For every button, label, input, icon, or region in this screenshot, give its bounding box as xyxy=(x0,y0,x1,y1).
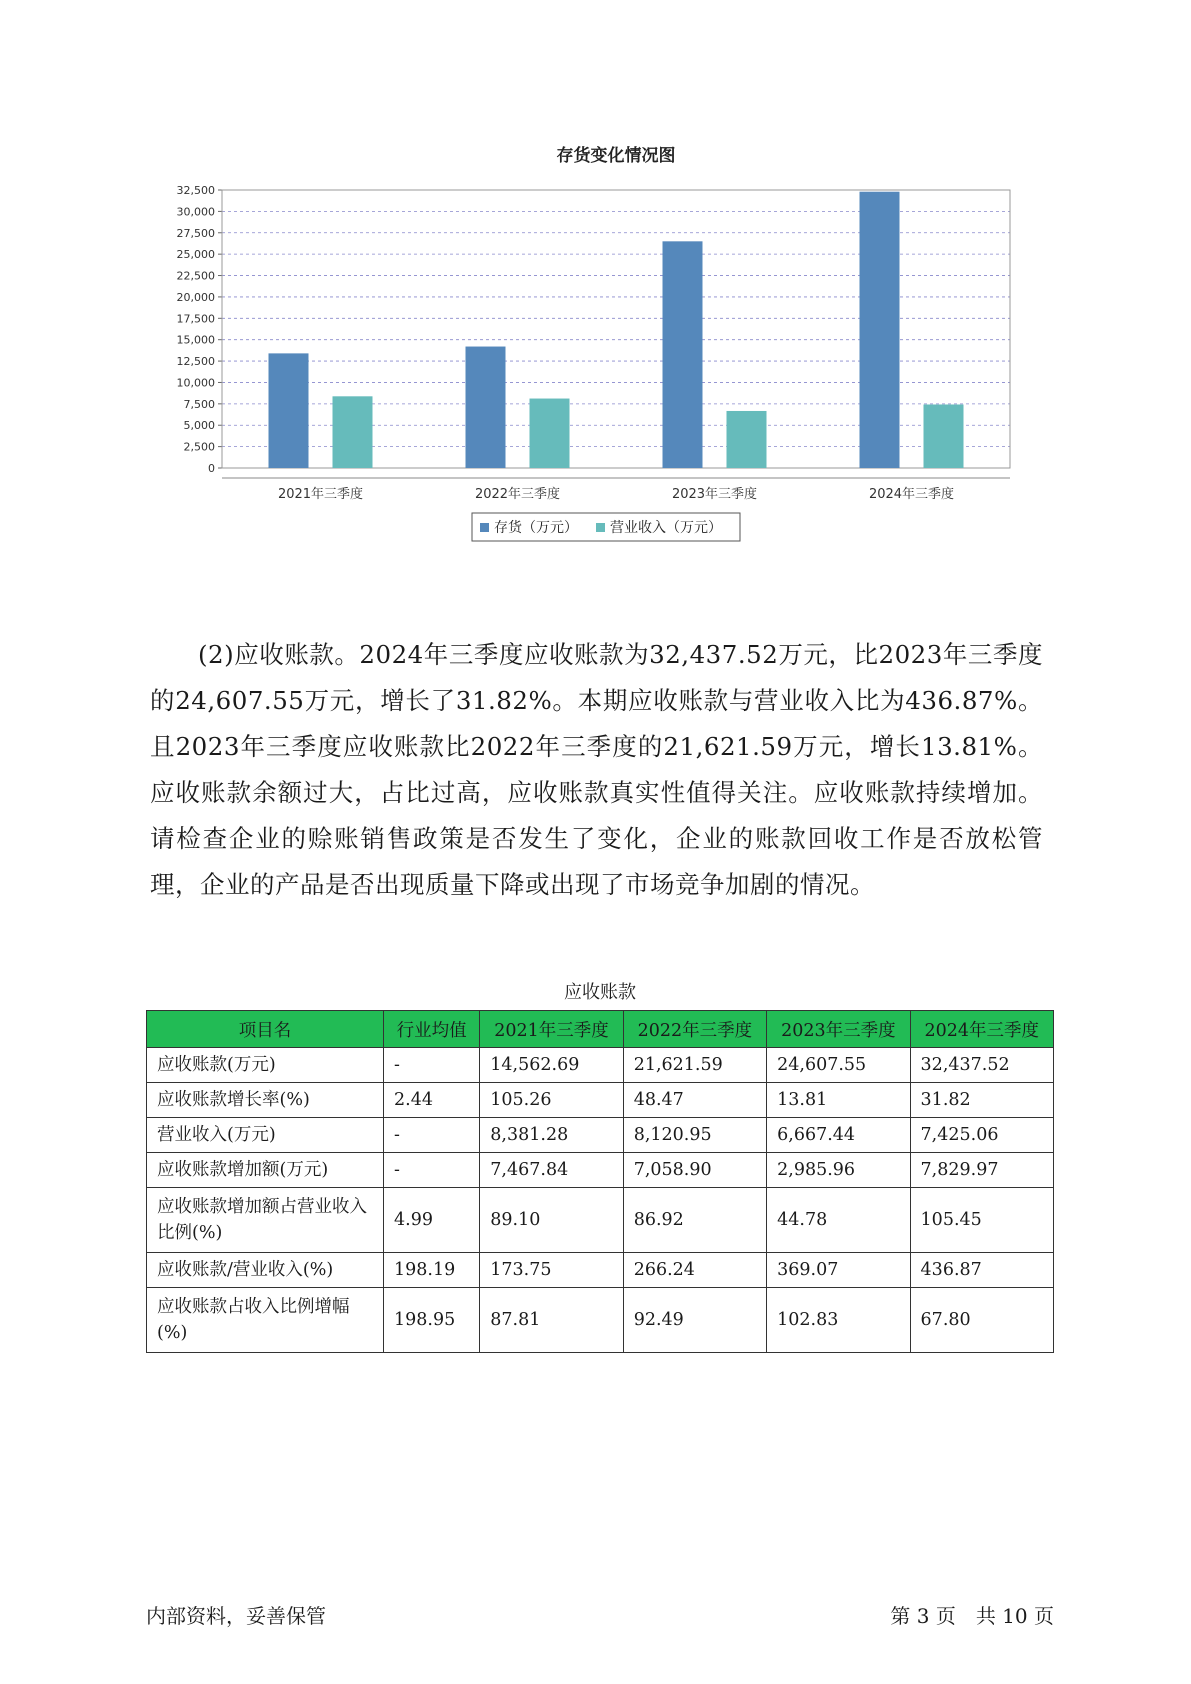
table-cell: 266.24 xyxy=(623,1253,766,1288)
legend-swatch xyxy=(480,523,489,532)
table-cell: 92.49 xyxy=(623,1288,766,1353)
legend-label: 营业收入（万元） xyxy=(610,520,722,536)
bar xyxy=(924,404,964,468)
table-cell: 436.87 xyxy=(910,1253,1053,1288)
table-cell: 48.47 xyxy=(623,1083,766,1118)
table-cell: 67.80 xyxy=(910,1288,1053,1353)
bar xyxy=(333,396,373,468)
bar xyxy=(727,411,767,468)
table-cell: 7,058.90 xyxy=(623,1153,766,1188)
table-row xyxy=(147,1118,1054,1153)
table-cell: 2,985.96 xyxy=(767,1153,910,1188)
x-tick-label: 2024年三季度 xyxy=(868,487,955,502)
table-cell: 8,381.28 xyxy=(480,1118,623,1153)
table-cell: 87.81 xyxy=(480,1288,623,1353)
y-tick-label: 22,500 xyxy=(176,269,215,283)
table-cell: 105.26 xyxy=(480,1083,623,1118)
y-tick-label: 30,000 xyxy=(176,205,215,219)
x-tick-label: 2021年三季度 xyxy=(277,487,364,502)
header-cell: 2022年三季度 xyxy=(623,1011,766,1048)
table-cell: 105.45 xyxy=(910,1188,1053,1253)
y-tick-label: 0 xyxy=(208,462,215,475)
header-cell: 2023年三季度 xyxy=(767,1011,910,1048)
y-tick-label: 10,000 xyxy=(176,376,215,390)
table-row xyxy=(147,1153,1054,1188)
table-cell: 7,467.84 xyxy=(480,1153,623,1188)
header-cell: 2024年三季度 xyxy=(910,1011,1053,1048)
table-row xyxy=(147,1253,1054,1288)
table-cell: 102.83 xyxy=(767,1288,910,1353)
table-cell: 173.75 xyxy=(480,1253,623,1288)
legend-label: 存货（万元） xyxy=(494,520,578,536)
table-cell: 13.81 xyxy=(767,1083,910,1118)
header-cell: 2021年三季度 xyxy=(480,1011,623,1048)
row-name: 应收账款增长率(%) xyxy=(147,1083,384,1118)
table-cell: - xyxy=(384,1153,480,1188)
y-tick-label: 25,000 xyxy=(176,248,215,262)
table-cell: 31.82 xyxy=(910,1083,1053,1118)
chart-svg xyxy=(160,138,1030,608)
table-caption: 应收账款 xyxy=(564,982,636,1003)
y-tick-label: 12,500 xyxy=(176,355,215,369)
row-name: 应收账款/营业收入(%) xyxy=(147,1253,384,1288)
legend-swatch xyxy=(596,523,605,532)
table-cell: - xyxy=(384,1118,480,1153)
footer-page-number: 第 3 页 共 10 页 xyxy=(890,1604,1054,1628)
table-cell: - xyxy=(384,1048,480,1083)
table-cell: 6,667.44 xyxy=(767,1118,910,1153)
table-row xyxy=(147,1083,1054,1118)
inventory-chart xyxy=(160,138,1030,608)
table-cell: 32,437.52 xyxy=(910,1048,1053,1083)
table-cell: 21,621.59 xyxy=(623,1048,766,1083)
table-cell: 7,829.97 xyxy=(910,1153,1053,1188)
table-cell: 198.19 xyxy=(384,1253,480,1288)
table-row xyxy=(147,1288,1054,1353)
y-tick-label: 15,000 xyxy=(176,333,215,347)
row-name: 应收账款占收入比例增幅(%) xyxy=(147,1288,384,1353)
table-row xyxy=(147,1048,1054,1083)
table-cell: 369.07 xyxy=(767,1253,910,1288)
y-tick-label: 7,500 xyxy=(183,397,215,411)
table-header-row xyxy=(147,1011,1054,1048)
x-tick-label: 2023年三季度 xyxy=(671,487,758,502)
y-tick-label: 2,500 xyxy=(183,440,215,454)
bar xyxy=(860,192,900,468)
table-cell: 86.92 xyxy=(623,1188,766,1253)
y-tick-label: 5,000 xyxy=(183,419,215,433)
header-cell: 项目名 xyxy=(147,1011,384,1048)
x-tick-label: 2022年三季度 xyxy=(474,487,561,502)
receivables-table xyxy=(146,1010,1054,1353)
y-tick-label: 17,500 xyxy=(176,312,215,326)
table-cell: 4.99 xyxy=(384,1188,480,1253)
y-tick-label: 20,000 xyxy=(176,290,215,304)
table-cell: 89.10 xyxy=(480,1188,623,1253)
y-tick-label: 32,500 xyxy=(176,184,215,197)
table-cell: 24,607.55 xyxy=(767,1048,910,1083)
table-cell: 198.95 xyxy=(384,1288,480,1353)
row-name: 应收账款增加额占营业收入比例(%) xyxy=(147,1188,384,1253)
bar xyxy=(663,241,703,468)
header-cell: 行业均值 xyxy=(384,1011,480,1048)
receivables-paragraph: (2)应收账款。2024年三季度应收账款为32,437.52万元，比2023年三季度的24,607.55万元，增长了31.82%。本期应收账款与营业收入比为436.87%。且2023年三季度应收账款比2022年三季度的21,621.59万元，增长13.81%。应收账款余额过大，占比过高，应收账款真实性值得关注。应收账款持续增加。请检查企业的赊账销售政策是否发生了变化，企业的账款回收工作是否放松管理，企业的产品是否出现质量下降或出现了市场竞争加剧的情况。 xyxy=(150,640,1043,899)
footer-confidential-note: 内部资料，妥善保管 xyxy=(146,1604,326,1628)
bar xyxy=(466,347,506,468)
table-cell: 14,562.69 xyxy=(480,1048,623,1083)
table-cell: 44.78 xyxy=(767,1188,910,1253)
chart-title: 存货变化情况图 xyxy=(556,146,676,166)
row-name: 应收账款增加额(万元) xyxy=(147,1153,384,1188)
y-tick-label: 27,500 xyxy=(176,226,215,240)
table-row xyxy=(147,1188,1054,1253)
table-cell: 8,120.95 xyxy=(623,1118,766,1153)
row-name: 营业收入(万元) xyxy=(147,1118,384,1153)
bar xyxy=(530,399,570,468)
table-cell: 7,425.06 xyxy=(910,1118,1053,1153)
table-cell: 2.44 xyxy=(384,1083,480,1118)
row-name: 应收账款(万元) xyxy=(147,1048,384,1083)
bar xyxy=(269,353,309,468)
